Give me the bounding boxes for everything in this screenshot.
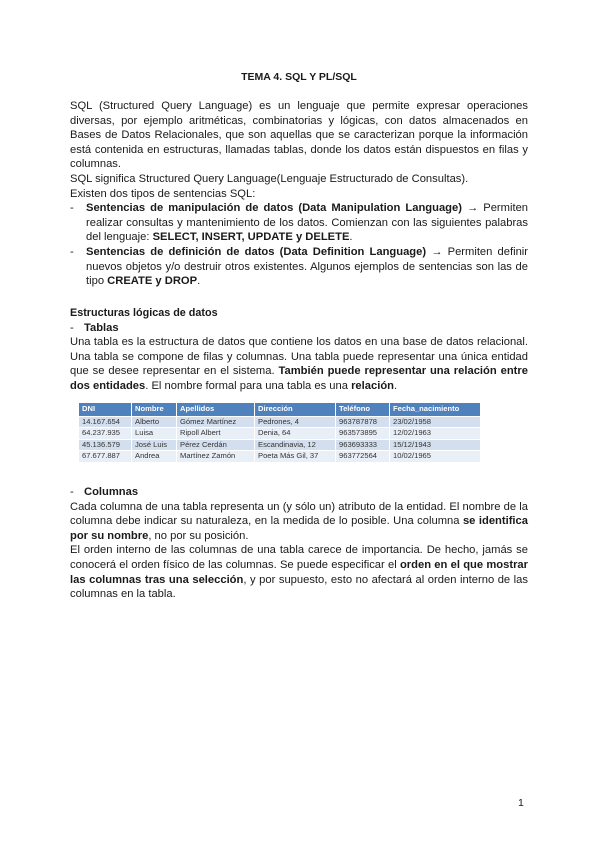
table-header-row (79, 403, 481, 417)
tables-paragraph (70, 335, 528, 393)
table-cell: Poeta Más Gil, 37 (255, 451, 336, 462)
dml-text: → Permiten realizar consultas y mantenimiento de los datos. Comienzan con las siguientes palabras del lenguaje: (86, 202, 529, 244)
table-row (79, 439, 481, 450)
ddl-keywords: CREATE y DROP (107, 275, 198, 288)
subheading-text: Tablas (84, 321, 119, 334)
table-cell: José Luis (132, 439, 177, 450)
ddl-title: Sentencias de definición de datos (Data Definition Language) (86, 245, 427, 258)
page-title: TEMA 4. SQL Y PL/SQL (241, 71, 357, 83)
table-row (79, 417, 481, 428)
dash-mark: - (70, 486, 74, 498)
table-cell: 23/02/1958 (390, 417, 481, 428)
columns-bold: se identifica por su nombre (70, 515, 528, 542)
table-row (79, 428, 481, 439)
table-cell: 14.167.654 (79, 417, 132, 428)
tables-bold-2: relación (351, 379, 394, 392)
page-number: 1 (518, 797, 524, 809)
table-cell: 963573895 (336, 428, 390, 439)
columns-paragraph-1 (70, 500, 528, 544)
table-cell: Ripoll Albert (177, 428, 255, 439)
dml-keywords: SELECT, INSERT, UPDATE y DELETE (152, 231, 350, 244)
table-cell: 963693333 (336, 439, 390, 450)
table-cell: 963772564 (336, 451, 390, 462)
header-apellidos: Apellidos (177, 403, 255, 417)
table-cell: Pérez Cerdán (177, 439, 255, 450)
intro-definition: SQL significa Structured Query Language(Lenguaje Estructurado de Consultas). (70, 172, 469, 185)
header-dni: DNI (79, 403, 132, 417)
columns-text-3: El orden interno de las columnas de una tabla carece de importancia. De hecho, jamás se conocerá el orden físico de las columnas. Se puede especificar el (70, 544, 528, 571)
example-table (78, 402, 481, 463)
tables-text-2: . El nombre formal para una tabla es una (145, 379, 352, 392)
columns-text-4: , y por supuesto, esto no afectará al orden interno de las columnas en la tabla. (70, 573, 528, 601)
intro-section (70, 99, 528, 289)
table-cell: 67.677.887 (79, 451, 132, 462)
table-row (79, 451, 481, 462)
sentence-types-list (70, 201, 528, 289)
columns-subheading (70, 485, 528, 500)
dash-mark: - (70, 321, 74, 334)
table-cell: 45.136.579 (79, 439, 132, 450)
table-cell: Denia, 64 (255, 428, 336, 439)
list-item-dml (70, 201, 528, 245)
tables-end: . (393, 379, 398, 392)
header-direccion: Dirección (255, 403, 336, 417)
columns-text: Cada columna de una tabla representa un (y sólo un) atributo de la entidad. El nombre de la columna debe indicar su naturaleza, en la medida de lo posible. Una columna (70, 500, 528, 528)
tables-subheading (70, 321, 528, 336)
header-fecha: Fecha_nacimiento (390, 403, 481, 417)
table-cell: Gómez Martínez (177, 417, 255, 428)
section-heading: Estructuras lógicas de datos (70, 307, 218, 319)
table-cell: Martínez Zamón (177, 451, 255, 462)
subheading-text: Columnas (84, 486, 139, 498)
columns-section (70, 485, 528, 602)
table-cell: Escandinavia, 12 (255, 439, 336, 450)
table-cell: Luisa (132, 428, 177, 439)
table-cell: Alberto (132, 417, 177, 428)
table-cell: 12/02/1963 (390, 428, 481, 439)
header-nombre: Nombre (132, 403, 177, 417)
dml-title: Sentencias de manipulación de datos (Data Manipulation Language) (86, 202, 462, 215)
table-cell: Andrea (132, 451, 177, 462)
columns-bold-2: orden en el que mostrar las columnas tras una selección (70, 558, 528, 586)
list-item-ddl (70, 245, 528, 289)
ddl-text: → Permiten definir nuevos objetos y/o destruir otros existentes. Algunos ejemplos de sentencias son las de tipo (86, 245, 528, 288)
dml-end: . (349, 231, 353, 244)
ddl-end: . (197, 275, 201, 288)
intro-paragraph: SQL (Structured Query Language) es un lenguaje que permite expresar operaciones diversas, por ejemplo aritméticas, combinatorias y lógicas, con datos almacenados en Bases de Datos Relacionales, que son aquellas que se caracterizan porque la información está contenida en estructuras, llamadas tablas, donde los datos están dispuestos en filas y columnas. (70, 100, 528, 171)
intro-types-lead: Existen dos tipos de sentencias SQL: (70, 187, 256, 200)
logical-structures-section (70, 306, 528, 394)
columns-text-2: , no por su posición. (148, 529, 249, 542)
table-cell: 64.237.935 (79, 428, 132, 439)
tables-text: Una tabla es la estructura de datos que contiene los datos en una base de datos relacional. Una tabla se compone de filas y columnas. Una tabla puede representar una única entidad que se desee representar en el sistema. (70, 336, 528, 378)
table-cell: 963787878 (336, 417, 390, 428)
columns-paragraph-2 (70, 543, 528, 601)
tables-bold: También puede representar una relación entre dos entidades (70, 365, 528, 392)
header-telefono: Teléfono (336, 403, 390, 417)
table-cell: 10/02/1965 (390, 451, 481, 462)
table-cell: 15/12/1943 (390, 439, 481, 450)
table-cell: Pedrones, 4 (255, 417, 336, 428)
